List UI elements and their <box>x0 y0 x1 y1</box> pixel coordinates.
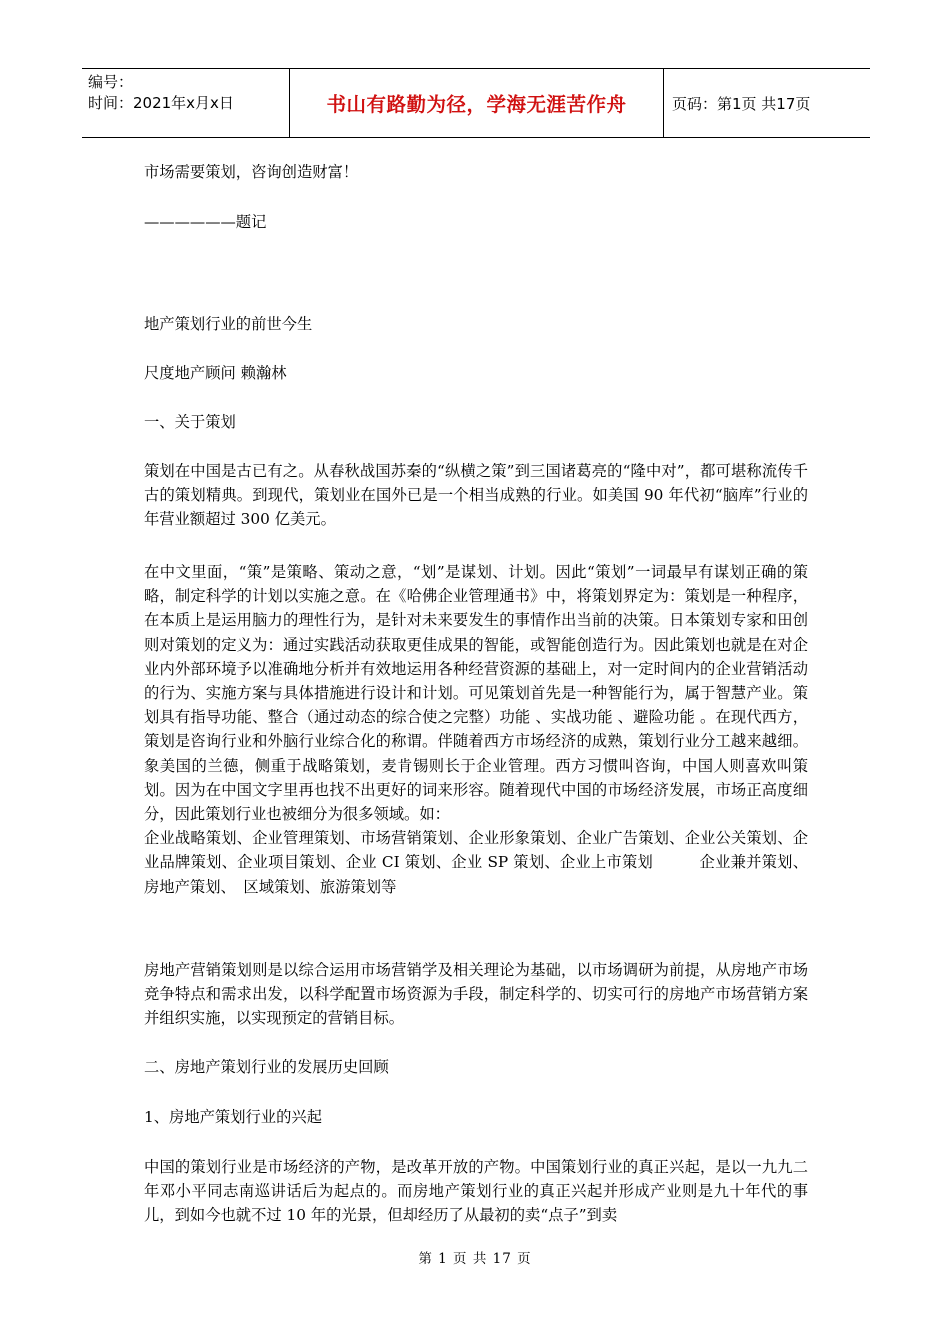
article-title: 地产策划行业的前世今生 <box>144 315 313 333</box>
document-header <box>82 68 870 138</box>
slogan: 市场需要策划，咨询创造财富！ <box>144 163 359 181</box>
paragraph-2-text: 在中文里面，“策”是策略、策动之意，“划”是谋划、计划。因此“策划”一词最早有谋划正确的策略，制定科学的计划以实施之意。在《哈佛企业管理通书》中，将策划界定为：策划是一种程序，在本质上是运用脑力的理性行为，是针对未来要发生的事情作出当前的决策。日本策划专家和田创则对策划的定义为：通过实践活动获取更佳成果的智能，或智能创造行为。因此策划也就是在对企业内外部环境予以准确地分析并有效地运用各种经营资源的基础上，对一定时间内的企业营销活动的行为、实施方案与具体措施进行设计和计划。可见策划首先是一种智能行为，属于智慧产业。策划具有指导功能、整合（通过动态的综合使之完整）功能 、实战功能 、避险功能 。在现代西方，策划是咨询行业和外脑行业综合化的称谓。伴随着西方市场经济的成熟，策划行业分工越来越细。象美国的兰德，侧重于战略策划，麦肯锡则长于企业管理。西方习惯叫咨询，中国人则喜欢叫策划。因为在中国文字里再也找不出更好的词来形容。随着现代中国的市场经济发展，市场正高度细分，因此策划行业也被细分为很多领域。如： <box>144 563 808 824</box>
document-time-label: 时间：2021年x月x日 <box>88 94 234 112</box>
section-heading-2: 二、房地产策划行业的发展历史回顾 <box>144 1058 389 1076</box>
header-meta-cell <box>82 69 290 137</box>
document-number-label: 编号： <box>88 73 134 91</box>
epigraph: ——————题记 <box>144 213 267 231</box>
header-motto: 书山有路勤为径，学海无涯苦作舟 <box>290 69 664 137</box>
paragraph-4: 中国的策划行业是市场经济的产物，是改革开放的产物。中国策划行业的真正兴起，是以一九九二年邓小平同志南巡讲话后为起点的。而房地产策划行业的真正兴起并形成产业则是九十年代的事儿，到如今也就不过 10 年的光景，但却经历了从最初的卖“点子”到卖 <box>144 1158 808 1225</box>
paragraph-2-list: 企业战略策划、企业管理策划、市场营销策划、企业形象策划、企业广告策划、企业公关策划、企业品牌策划、企业项目策划、企业 CI 策划、企业 SP 策划、企业上市策划 企业兼并策划、房地产策划、 区域策划、旅游策划等 <box>144 829 808 896</box>
paragraph-2 <box>144 560 808 899</box>
paragraph-1: 策划在中国是古已有之。从春秋战国苏秦的“纵横之策”到三国诸葛亮的“隆中对”，都可堪称流传千古的策划精典。到现代，策划业在国外已是一个相当成熟的行业。如美国 90 年代初“脑库”行业的年营业额超过 300 亿美元。 <box>144 462 808 529</box>
section-heading-1: 一、关于策划 <box>144 413 236 431</box>
section-subheading: 1、房地产策划行业的兴起 <box>144 1108 322 1126</box>
paragraph-3: 房地产营销策划则是以综合运用市场营销学及相关理论为基础，以市场调研为前提，从房地产市场竞争特点和需求出发，以科学配置市场资源为手段，制定科学的、切实可行的房地产市场营销方案并组织实施，以实现预定的营销目标。 <box>144 961 808 1028</box>
page-footer: 第 1 页 共 17 页 <box>418 1251 532 1267</box>
header-page-info: 页码：第1页 共17页 <box>672 94 811 113</box>
article-author: 尺度地产顾问 赖瀚林 <box>144 364 287 382</box>
